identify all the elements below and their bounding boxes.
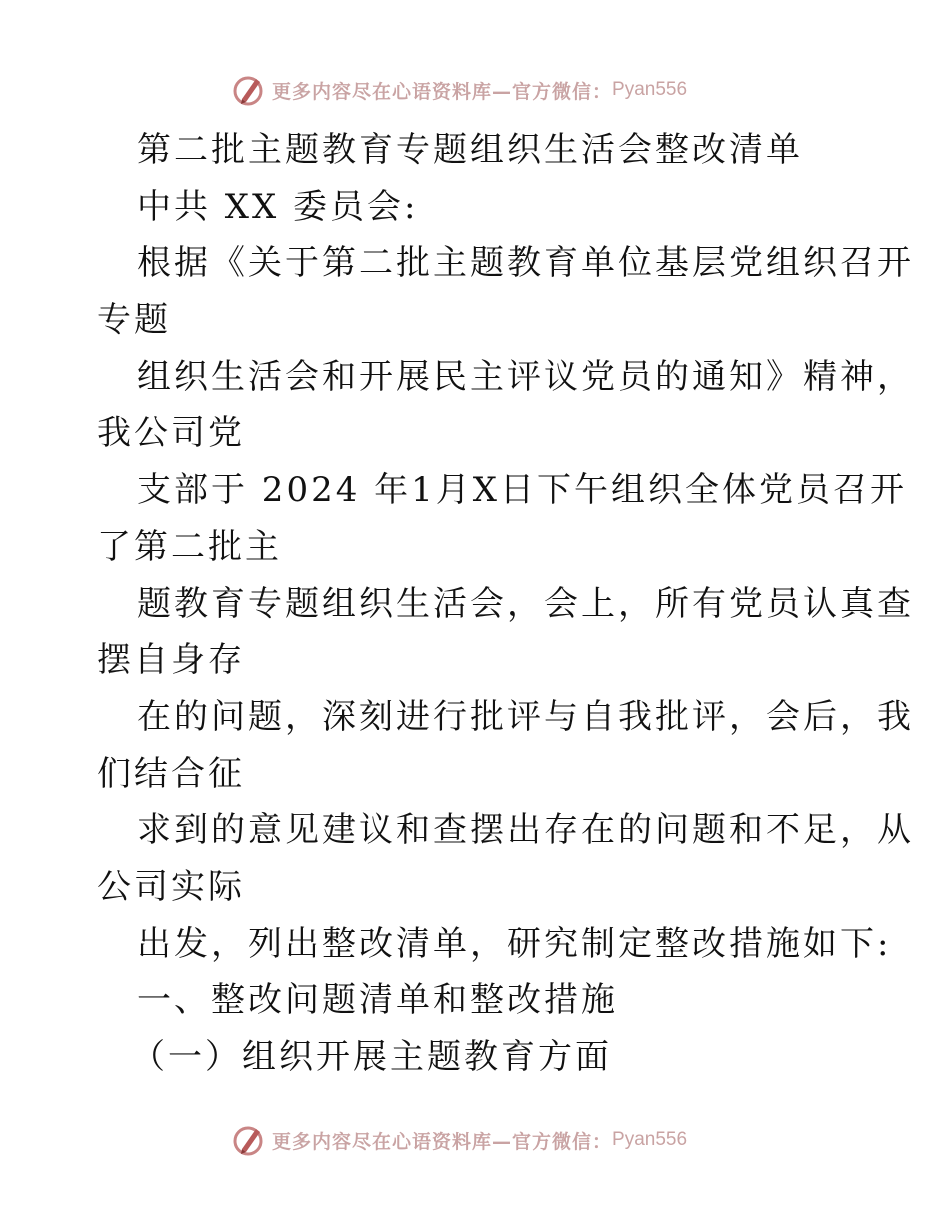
body-line: 摆自身存 xyxy=(97,640,245,681)
section-heading: 一、整改问题清单和整改措施 xyxy=(137,980,618,1021)
body-line: 我公司党 xyxy=(97,413,245,454)
watermark-id: Pyan556 xyxy=(612,79,688,100)
document-title: 第二批主题教育专题组织生活会整改清单 xyxy=(137,130,803,170)
body-line: 专题 xyxy=(97,300,171,341)
watermark-footer xyxy=(232,1120,687,1160)
addressee-line: 中共 XX 委员会: xyxy=(137,186,419,227)
body-line: 根据《关于第二批主题教育单位基层党组织召开 xyxy=(137,243,914,284)
watermark-id: Pyan556 xyxy=(612,1129,688,1150)
body-line: 出发，列出整改清单，研究制定整改措施如下: xyxy=(137,923,892,964)
body-line: 题教育专题组织生活会，会上，所有党员认真查 xyxy=(137,583,914,624)
watermark-text: 更多内容尽在心语资料库—官方微信： xyxy=(272,80,613,103)
body-line: 求到的意见建议和查摆出存在的问题和不足，从 xyxy=(137,810,914,851)
body-line: 们结合征 xyxy=(97,753,245,794)
body-line: 在的问题，深刻进行批评与自我批评，会后，我 xyxy=(137,696,914,737)
document-body xyxy=(97,122,914,1086)
subsection-heading: （一）组织开展主题教育方面 xyxy=(131,1037,612,1077)
body-line: 组织生活会和开展民主评议党员的通知》精神， xyxy=(137,356,914,397)
body-line: 支部于 2024 年1月X日下午组织全体党员召开 xyxy=(137,470,907,511)
watermark-header xyxy=(232,70,687,110)
body-line: 了第二批主 xyxy=(97,526,282,567)
pen-logo-icon xyxy=(232,1123,266,1157)
pen-logo-icon xyxy=(232,73,266,107)
watermark-text: 更多内容尽在心语资料库—官方微信： xyxy=(272,1130,613,1153)
body-line: 公司实际 xyxy=(97,866,245,907)
